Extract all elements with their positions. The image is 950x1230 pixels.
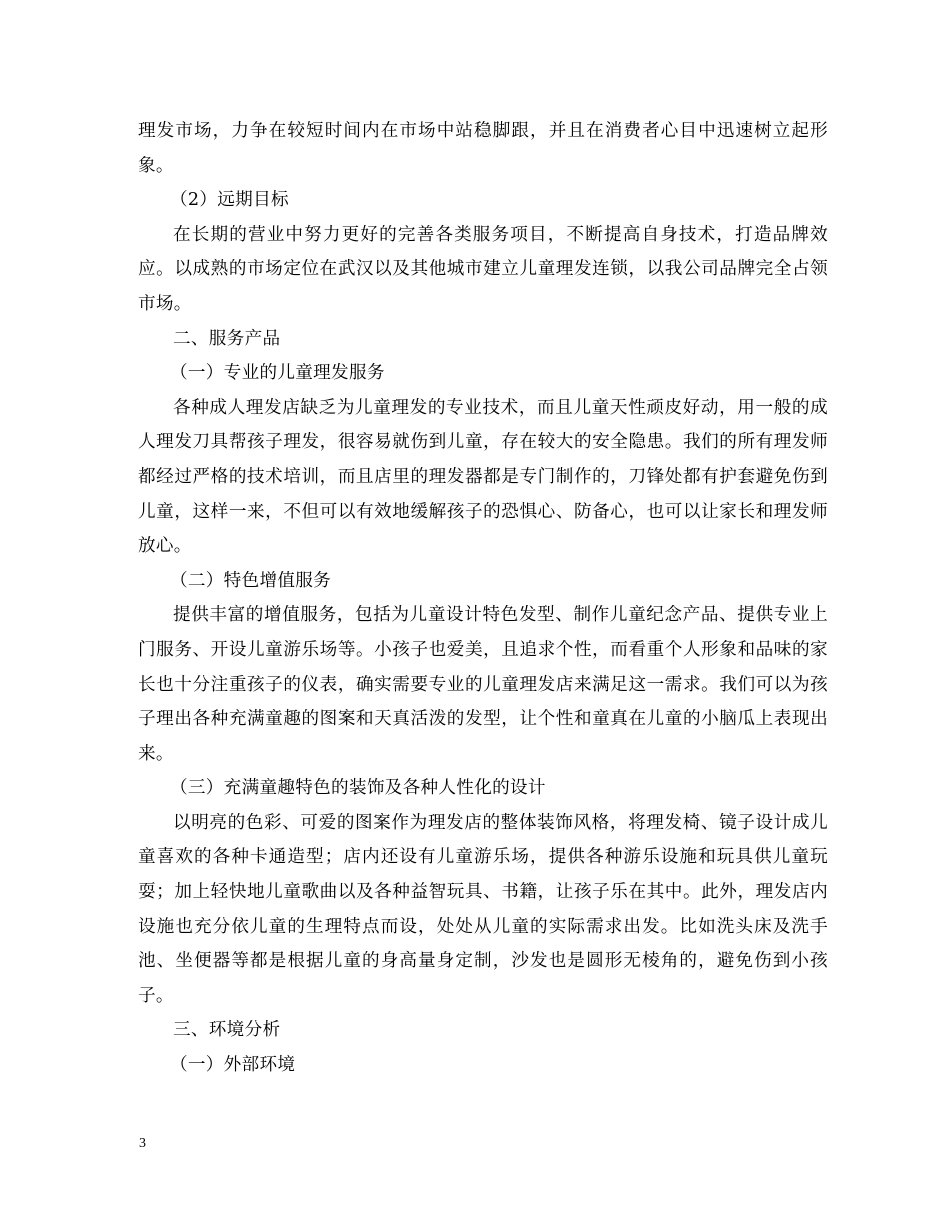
page-number: 3 xyxy=(139,1136,146,1151)
subheading-decoration-design: （三）充满童趣特色的装饰及各种人性化的设计 xyxy=(170,778,546,799)
section-heading-environment-analysis: 三、环境分析 xyxy=(173,1020,281,1041)
subheading-external-environment: （一）外部环境 xyxy=(170,1055,296,1076)
subheading-value-added-service: （二）特色增值服务 xyxy=(170,570,332,591)
subheading-professional-service: （一）专业的儿童理发服务 xyxy=(170,363,385,384)
paragraph-long-term-goal: 在长期的营业中努力更好的完善各类服务项目，不断提高自身技术，打造品牌效应。以成熟的市场定位在武汉以及其他城市建立儿童理发连锁，以我公司品牌完全占领市场。 xyxy=(138,224,828,314)
paragraph-professional-service: 各种成人理发店缺乏为儿童理发的专业技术，而且儿童天性顽皮好动，用一般的成人理发刀具帮孩子理发，很容易就伤到儿童，存在较大的安全隐患。我们的所有理发师都经过严格的技术培训，而且店里的理发器都是专门制作的，刀锋处都有护套避免伤到儿童，这样一来，不但可以有效地缓解孩子的恐惧心、防备心，也可以让家长和理发师放心。 xyxy=(138,397,828,557)
section-heading-service-products: 二、服务产品 xyxy=(173,328,281,349)
paragraph-value-added-service: 提供丰富的增值服务，包括为儿童设计特色发型、制作儿童纪念产品、提供专业上门服务、开设儿童游乐场等。小孩子也爱美，且追求个性，而看重个人形象和品味的家长也十分注重孩子的仪表，确实需要专业的儿童理发店来满足这一需求。我们可以为孩子理出各种充满童趣的图案和天真活泼的发型，让个性和童真在儿童的小脑瓜上表现出来。 xyxy=(138,605,828,764)
paragraph-decoration-design: 以明亮的色彩、可爱的图案作为理发店的整体装饰风格，将理发椅、镜子设计成儿童喜欢的各种卡通造型；店内还设有儿童游乐场，提供各种游乐设施和玩具供儿童玩耍；加上轻快地儿童歌曲以及各种益智玩具、书籍，让孩子乐在其中。此外，理发店内设施也充分依儿童的生理特点而设，处处从儿童的实际需求出发。比如洗头床及洗手池、坐便器等都是根据儿童的身高量身定制，沙发也是圆形无棱角的，避免伤到小孩子。 xyxy=(138,812,828,1006)
paragraph-intro-continuation: 理发市场，力争在较短时间内在市场中站稳脚跟，并且在消费者心目中迅速树立起形象。 xyxy=(138,121,828,176)
heading-long-term-goal: （2）远期目标 xyxy=(170,190,289,211)
document-body xyxy=(138,114,828,1083)
